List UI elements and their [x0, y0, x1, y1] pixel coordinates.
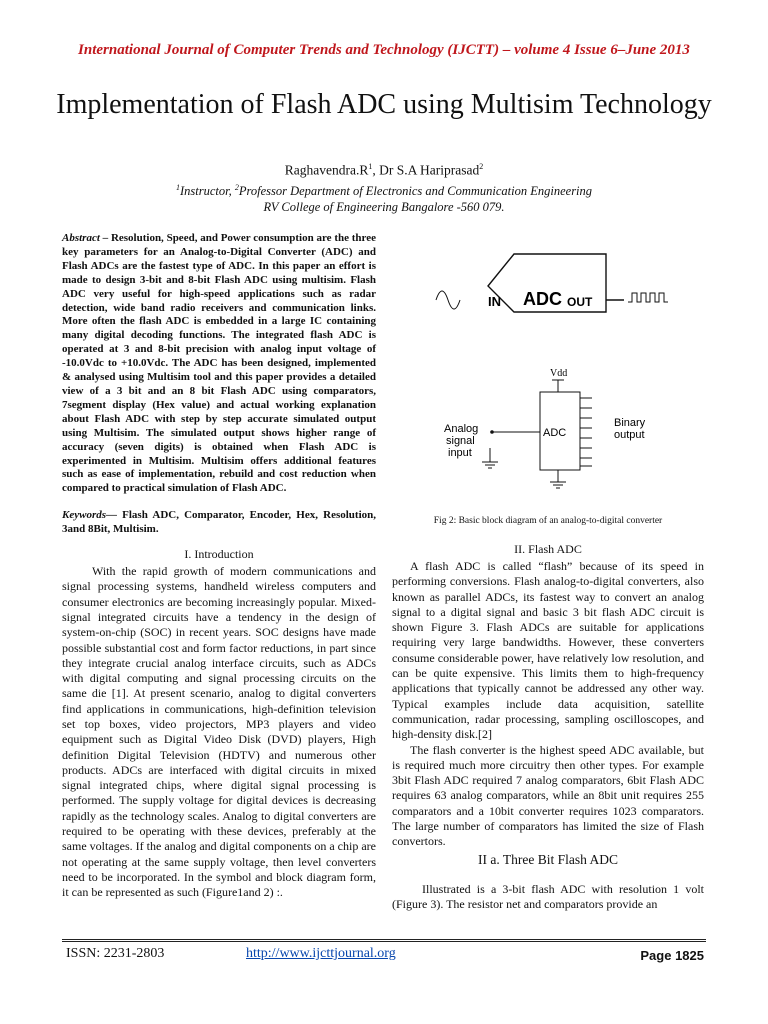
binary-output-lines: [580, 398, 592, 466]
left-column: [62, 232, 376, 901]
abstract-text: – Resolution, Speed, and Power consumption are the three key parameters for an Analog-to-Digital Converter (ADC) and Flash ADCs are the fastest type of ADC. In this paper an effort is made to design 3-bit and 8-bit Flash ADC using multisim. Flash ADC very useful for high-speed applications such as radar detection, wide band radio receivers and communication links. More often the flash ADC is embedded in a large IC containing many digital decoding functions. The integrated flash ADC is operated at 3 and 8-bit precision with analog input voltage of -10.0Vdc to +10.0Vdc. The ADC has been designed, implemented & analysed using Multisim tool and this paper provides a detailed view of a 3 bit and an 8 bit Flash ADC using comparators, 7segment display (Hex value) and actual working explanation about Flash ADC with step by step accurate simulated output using Multisim. The simulated output shows higher range of accuracy (seven digits) is obtained when Flash ADC is experimented in Multisim. Multisim offers additional features such as ease of implementation, rebuild and cost reduction when compared to practical simulation of Flash ADC.: [62, 232, 376, 495]
page-number: Page 1825: [640, 948, 704, 963]
intro-paragraph: With the rapid growth of modern communications and signal processing systems, handheld wireless computers and consumer electronics are becoming increasingly popular. Mixed-signal integrated circuits have a tendency in the design of system-on-chip (SOC) in recent years. SOC designs have made possible substantial cost and form factor reductions, in part since they integrate crucial analog interface circuits, such as ADCs with digital computing and signal processing circuits on the same die [1]. At present scenario, analog to digital converters find applications in communications, high-definition television set top boxes, video projectors, MP3 players and video equipment such as Digital Video Disk (DVD) players, High definition Digital Television (HDTV) and numerous other products. ADCs are interfaced with digital circuits in mixed signal integrated chips, where digital signal processing is performed. The supply voltage for digital devices is decreasing rapidly as the technology scales. Analog to digital converters are required to be operating with these devices, preferably at the same voltages. If the analog and digital components on a chip are not operating at the same supply voltage, then level converters need to be incorporated. In the symbol and block diagram form, it can be represented as such (Figure1and 2) :.: [62, 564, 376, 900]
binary-label-line-2: output: [614, 429, 645, 441]
keywords-text: Flash ADC, Comparator, Encoder, Hex, Resolution, 3and 8Bit, Multisim.: [62, 509, 376, 536]
adc-in-label: IN: [488, 294, 501, 309]
footer-issn: ISSN: 2231-2803: [66, 946, 165, 961]
affil-role-1: Instructor,: [179, 184, 235, 199]
affiliation-line-2: RV College of Engineering Bangalore -560 079.: [263, 200, 505, 215]
adc-block-label: ADC: [543, 427, 567, 439]
adc-symbol-figure: [392, 242, 704, 326]
analog-label-line-1: Analog: [444, 423, 479, 435]
adc-symbol-label: ADC: [523, 289, 562, 309]
right-column: [392, 242, 704, 912]
author-2: Dr S.A Hariprasad: [379, 162, 480, 178]
affil-sup-2: 2: [234, 183, 239, 192]
affiliation: [0, 180, 768, 215]
analog-label-line-2: signal: [446, 435, 475, 447]
abstract-label: Abstract: [62, 232, 100, 244]
analog-wave-icon: [436, 291, 460, 309]
adc-block-diagram: [392, 366, 704, 504]
author-2-sup: 2: [479, 162, 484, 171]
flash-paragraph-3: Illustrated is a 3-bit flash ADC with resolution 1 volt (Figure 3). The resistor net and comparators provide an: [392, 881, 704, 911]
abstract: [62, 232, 376, 496]
author-1: Raghavendra.R: [284, 162, 369, 178]
footer-rule: [62, 939, 706, 942]
binary-label-line-1: Binary: [614, 417, 646, 429]
digital-pulse-icon: [628, 293, 668, 302]
author-separator: ,: [372, 162, 380, 178]
section-heading-introduction: I. Introduction: [184, 547, 254, 562]
affil-sup-1: 1: [175, 183, 180, 192]
analog-label-line-3: input: [448, 447, 472, 459]
flash-paragraph-1: A flash ADC is called “flash” because of its speed in performing conversions. Flash analog-to-digital converters, also known as parallel ADCs, its fastest way to convert an analog signal to a digital signal and basic 3 bit flash ADC circuit is shown Figure 3. Flash ADCs are suitable for applications requiring very large bandwidths. However, these converters consume considerable power, have relatively low resolution, and can be quite expensive. This limits them to high-frequency applications that typically cannot be addressed any other way. Typical examples include data acquisition, satellite communication, radar processing, sampling oscilloscopes, and high-density disk.[2]: [392, 559, 704, 742]
journal-url-link[interactable]: http://www.ijcttjournal.org: [246, 946, 396, 961]
affiliation-line-1: [0, 180, 768, 199]
paper-title: Implementation of Flash ADC using Multisim Technology: [56, 89, 712, 120]
keywords-label: Keywords—: [62, 509, 117, 522]
vdd-label: Vdd: [550, 368, 568, 379]
keywords: [62, 509, 376, 537]
affil-dept: Professor Department of Electronics and Communication Engineering: [238, 184, 593, 199]
section-heading-flash-adc: II. Flash ADC: [514, 542, 582, 556]
author-1-sup: 1: [368, 162, 373, 171]
journal-header: International Journal of Computer Trends and Technology (IJCTT) – volume 4 Issue 6–June 2013: [78, 42, 690, 58]
subsection-heading-three-bit: II a. Three Bit Flash ADC: [478, 851, 618, 867]
flash-paragraph-2: The flash converter is the highest speed ADC available, but is required much more circuitry then other types. For example 3bit Flash ADC required 7 analog comparators, 6bit Flash ADC requires 63 analog comparators, while an 8bit unit requires 255 comparators and a 10bit converter requires 1023 comparators. The large number of comparators has limited the size of Flash convertors.: [392, 742, 704, 849]
adc-out-label: OUT: [567, 295, 593, 309]
authors: [0, 162, 768, 179]
figure-2-caption: Fig 2: Basic block diagram of an analog-to-digital converter: [433, 516, 663, 526]
